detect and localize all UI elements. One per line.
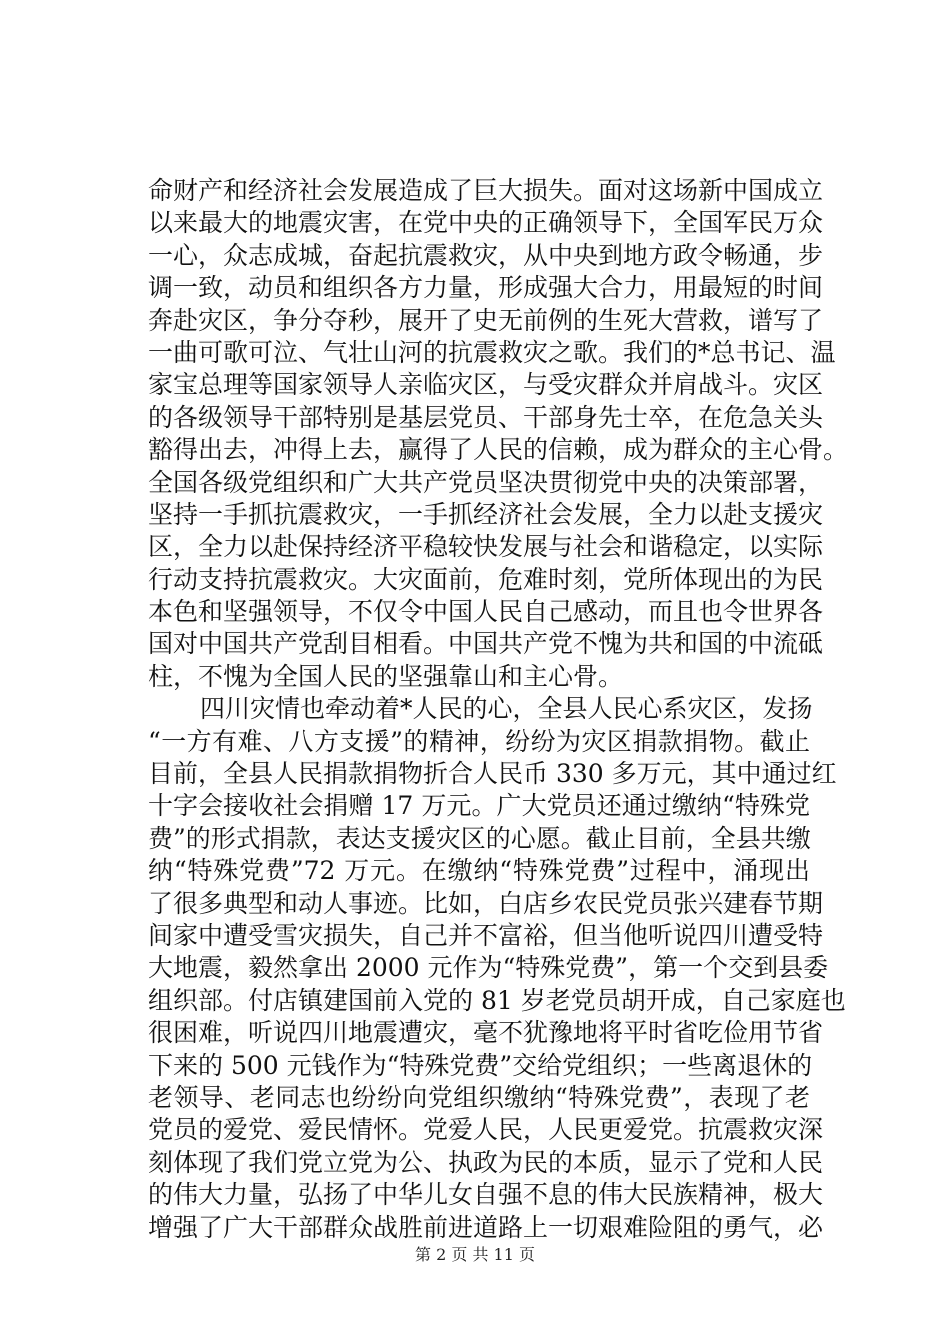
text-line: 一曲可歌可泣、气壮山河的抗震救灾之歌。我们的*总书记、温 [148, 337, 836, 367]
text-line: 全国各级党组织和广大共产党员坚决贯彻党中央的决策部署， [148, 467, 824, 497]
text-line: 奔赴灾区，争分夺秒，展开了史无前例的生死大营救，谱写了 [148, 305, 824, 335]
text-line: 下来的 500 元钱作为“特殊党费”交给党组织；一些离退休的 [148, 1050, 813, 1080]
document-body [148, 175, 849, 1244]
text-line: 费”的形式捐款，表达支援灾区的心愿。截止目前，全县共缴 [148, 823, 811, 853]
text-line: 坚持一手抓抗震救灾，一手抓经济社会发展，全力以赴支援灾 [148, 499, 824, 529]
page-number-footer: 第 2 页 共 11 页 [415, 1245, 535, 1264]
text-line: “一方有难、八方支援”的精神，纷纷为灾区捐款捐物。截止 [148, 726, 810, 756]
paragraph-1 [148, 175, 849, 693]
text-line: 了很多典型和动人事迹。比如，白店乡农民党员张兴建春节期 [148, 888, 824, 918]
text-line: 纳“特殊党费”72 万元。在缴纳“特殊党费”过程中，涌现出 [148, 856, 810, 886]
text-line: 目前，全县人民捐款捐物折合人民币 330 多万元，其中通过红 [148, 759, 837, 789]
text-line: 增强了广大干部群众战胜前进道路上一切艰难险阻的勇气，必 [148, 1212, 824, 1242]
text-line: 以来最大的地震灾害，在党中央的正确领导下，全国军民万众 [148, 208, 824, 238]
text-line: 行动支持抗震救灾。大灾面前，危难时刻，党所体现出的为民 [148, 564, 824, 594]
text-line: 间家中遭受雪灾损失，自己并不富裕，但当他听说四川遭受特 [148, 920, 824, 950]
text-line: 十字会接收社会捐赠 17 万元。广大党员还通过缴纳“特殊党 [148, 791, 810, 821]
text-line: 很困难，听说四川地震遭灾，毫不犹豫地将平时省吃俭用节省 [148, 1018, 824, 1048]
text-line: 国对中国共产党刮目相看。中国共产党不愧为共和国的中流砥 [148, 629, 824, 659]
text-line: 柱，不愧为全国人民的坚强靠山和主心骨。 [148, 661, 624, 691]
text-line: 刻体现了我们党立党为公、执政为民的本质，显示了党和人民 [148, 1147, 824, 1177]
text-line: 党员的爱党、爱民情怀。党爱人民，人民更爱党。抗震救灾深 [148, 1115, 824, 1145]
text-line: 豁得出去，冲得上去，赢得了人民的信赖，成为群众的主心骨。 [148, 435, 849, 465]
text-line: 命财产和经济社会发展造成了巨大损失。面对这场新中国成立 [148, 176, 824, 205]
paragraph-2 [148, 693, 846, 1244]
text-line: 区，全力以赴保持经济平稳较快发展与社会和谐稳定，以实际 [148, 532, 824, 562]
text-line: 四川灾情也牵动着*人民的心，全县人民心系灾区，发扬 [200, 694, 813, 724]
text-line: 老领导、老同志也纷纷向党组织缴纳“特殊党费”，表现了老 [148, 1082, 810, 1112]
text-line: 家宝总理等国家领导人亲临灾区，与受灾群众并肩战斗。灾区 [148, 370, 824, 400]
text-line: 本色和坚强领导，不仅令中国人民自己感动，而且也令世界各 [148, 597, 824, 627]
text-line: 调一致，动员和组织各方力量，形成强大合力，用最短的时间 [148, 273, 824, 303]
text-line: 大地震，毅然拿出 2000 元作为“特殊党费”，第一个交到县委 [148, 953, 829, 983]
text-line: 的各级领导干部特别是基层党员、干部身先士卒，在危急关头 [148, 402, 824, 432]
text-line: 一心，众志成城，奋起抗震救灾，从中央到地方政令畅通，步 [148, 240, 824, 270]
text-line: 的伟大力量，弘扬了中华儿女自强不息的伟大民族精神，极大 [148, 1180, 824, 1210]
text-line: 组织部。付店镇建国前入党的 81 岁老党员胡开成，自己家庭也 [148, 985, 846, 1015]
